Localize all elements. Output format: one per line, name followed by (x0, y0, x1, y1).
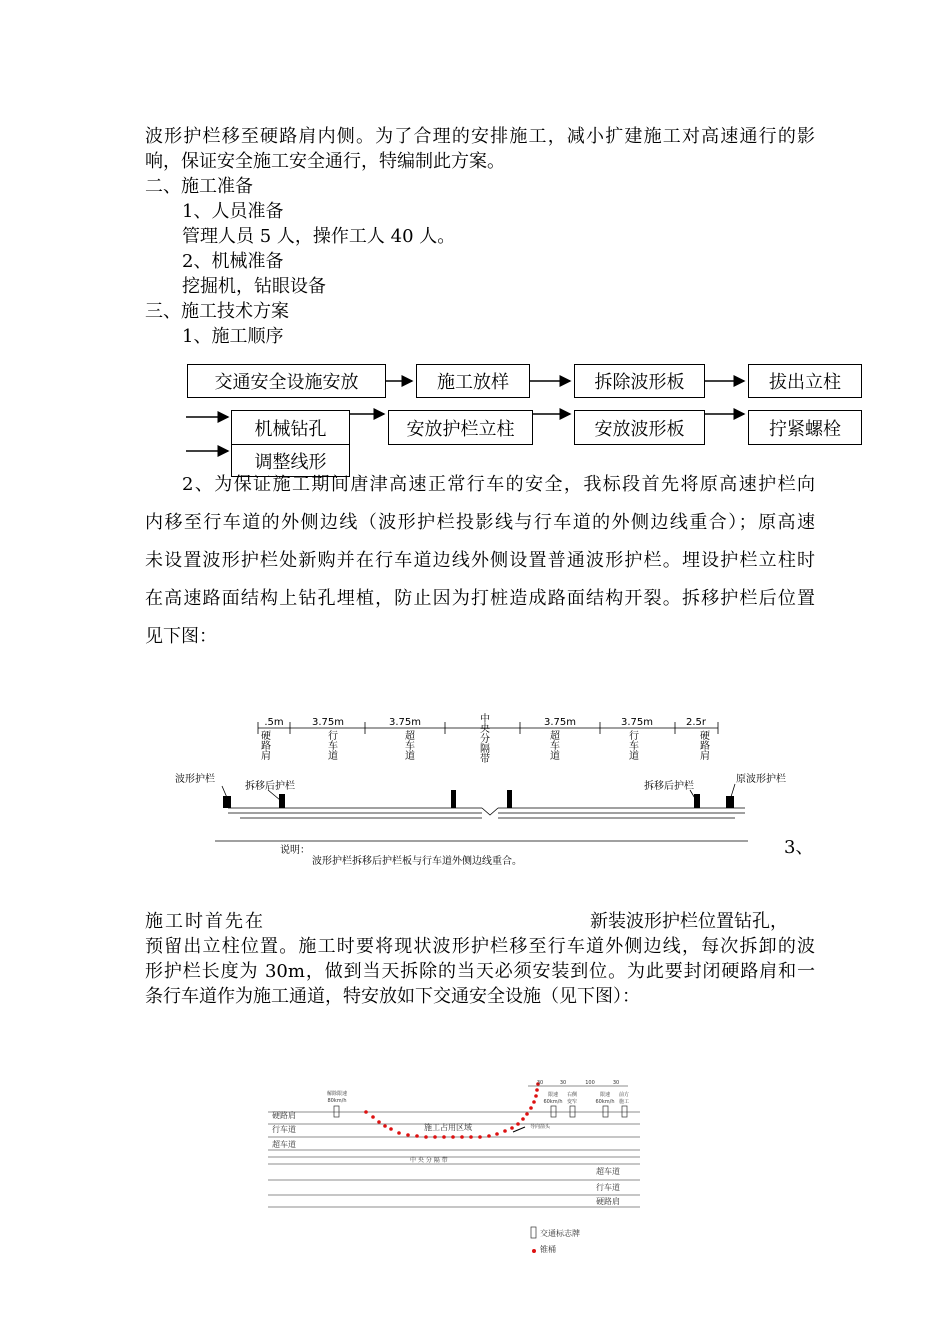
lane-label: 行车道 (325, 730, 337, 760)
section-2-item-1-title: 1、人员准备 (182, 201, 284, 222)
para3-line-3: 形护栏长度为 30m，做到当天拆除的当天必须安装到位。为此要封闭硬路肩和一 (145, 961, 815, 982)
dim-label: .5m (264, 717, 284, 728)
figure-note-text: 波形护栏拆移后护栏板与行车道外侧边线重合。 (312, 856, 522, 867)
sign-label: 变窄 (566, 1099, 578, 1105)
section-2-item-2-title: 2、机械准备 (182, 251, 284, 272)
para3-line-4: 条行车道作为施工通道，特安放如下交通安全设施（见下图）： (145, 986, 640, 1007)
lane-label: 超车道 (547, 730, 559, 760)
traffic-cones (364, 1082, 540, 1253)
legend-sign-label: 交通标志牌 (540, 1229, 580, 1238)
flow-step-remove-panels: 拆除波形板 (574, 364, 705, 398)
para3-line-1-right: 新装波形护栏位置钻孔， (590, 911, 788, 932)
lane-label: 超车道 (402, 730, 414, 760)
dim-label: 3.75m (543, 717, 577, 728)
sign-label: 60km/h (595, 1099, 615, 1105)
lane-label: 行车道 (596, 1183, 620, 1192)
sign-label: 右侧 (566, 1092, 578, 1098)
sign-label: 施工 (618, 1099, 630, 1105)
sign-end-speed-limit (334, 1106, 339, 1117)
sign-roadwork-ahead (622, 1106, 627, 1117)
dim-label: 30 (612, 1080, 620, 1086)
dim-label: 2.5r (685, 717, 707, 728)
arrow-label: 导向箭头 (529, 1124, 551, 1130)
sign-label: 限速 (547, 1092, 559, 1098)
dim-label: 30 (536, 1080, 544, 1086)
flow-step-adjust-alignment: 调整线形 (231, 444, 350, 477)
dim-label: 3.75m (311, 717, 345, 728)
para2-line-2: 内移至行车道的外侧边线（波形护栏投影线与行车道的外侧边线重合）；原高速 (145, 512, 815, 533)
label-moved-guardrail-left: 拆移后护栏 (245, 781, 295, 792)
dim-label: 100 (585, 1080, 595, 1086)
para3-line-2: 预留出立柱位置。施工时要将现状波形护栏移至行车道外侧边线，每次拆卸的波 (145, 936, 815, 957)
sign-label: 80km/h (327, 1098, 347, 1104)
sign-label: 前方 (618, 1092, 630, 1098)
sign-speed-limit-2 (603, 1106, 608, 1117)
sign-label: 限速 (599, 1092, 611, 1098)
section-3-item-1-title: 1、施工顺序 (182, 326, 284, 347)
flow-step-pull-posts: 拔出立柱 (748, 364, 862, 398)
label-old-guardrail-left: 波形护栏 (175, 774, 215, 785)
guide-arrow-icon (513, 1127, 525, 1132)
lane-label: 硬路肩 (272, 1111, 296, 1120)
flow-step-setting-out: 施工放样 (416, 364, 530, 398)
para3-line-1-left: 施工时首先在 (145, 911, 265, 932)
intro-line-1: 波形护栏移至硬路肩内侧。为了合理的安排施工，减小扩建施工对高速通行的影 (145, 126, 815, 147)
flow-step-install-panels: 安放波形板 (574, 410, 705, 445)
para2-line-1: 2、为保证施工期间唐津高速正常行车的安全，我标段首先将原高速护栏向 (182, 474, 815, 495)
lane-label: 超车道 (596, 1167, 620, 1176)
para2-line-4: 在高速路面结构上钻孔埋植，防止因为打桩造成路面结构开裂。拆移护栏后位置 (145, 588, 815, 609)
item-3-number: 3、 (784, 837, 814, 858)
legend-sign-symbol (531, 1227, 536, 1238)
intro-line-2: 响，保证安全施工安全通行，特编制此方案。 (145, 151, 505, 172)
section-2-item-1-text: 管理人员 5 人，操作工人 40 人。 (182, 226, 456, 247)
figure-note-title: 说明： (280, 845, 310, 856)
median-label: 中央分隔带 (477, 713, 489, 763)
flow-step-tighten-bolts: 拧紧螺栓 (748, 410, 862, 445)
lane-label: 行车道 (626, 730, 638, 760)
flow-step-install-posts: 安放护栏立柱 (388, 410, 533, 445)
sign-lane-narrows (570, 1106, 575, 1117)
section-2-item-2-text: 挖掘机，钻眼设备 (182, 276, 326, 297)
lane-label: 硬路肩 (258, 730, 270, 760)
dim-label: 3.75m (388, 717, 422, 728)
label-moved-guardrail-right: 拆移后护栏 (644, 781, 694, 792)
lane-label: 行车道 (272, 1125, 296, 1134)
para2-line-3: 未设置波形护栏处新购并在行车道边线外侧设置普通波形护栏。埋设护栏立柱时 (145, 550, 815, 571)
label-old-guardrail-right: 原波形护栏 (736, 774, 786, 785)
flow-step-drilling: 机械钻孔 (231, 410, 350, 445)
para2-line-5: 见下图： (145, 626, 217, 647)
section-3-heading: 三、施工技术方案 (145, 301, 289, 322)
work-zone-label: 施工占用区域 (424, 1123, 472, 1132)
lane-label: 超车道 (272, 1140, 296, 1149)
section-2-heading: 二、施工准备 (145, 176, 253, 197)
legend-cone-label: 锥桶 (540, 1245, 556, 1254)
median-label: 中 央 分 隔 带 (410, 1157, 448, 1164)
lane-label: 硬路肩 (697, 730, 709, 760)
dim-label: 3.75m (620, 717, 654, 728)
sign-speed-limit-1 (551, 1106, 556, 1117)
flow-step-safety-facilities: 交通安全设施安放 (187, 364, 386, 398)
sign-label: 解除限速 (326, 1091, 348, 1097)
dim-label: 30 (559, 1080, 567, 1086)
sign-label: 60km/h (543, 1099, 563, 1105)
lane-label: 硬路肩 (596, 1197, 620, 1206)
